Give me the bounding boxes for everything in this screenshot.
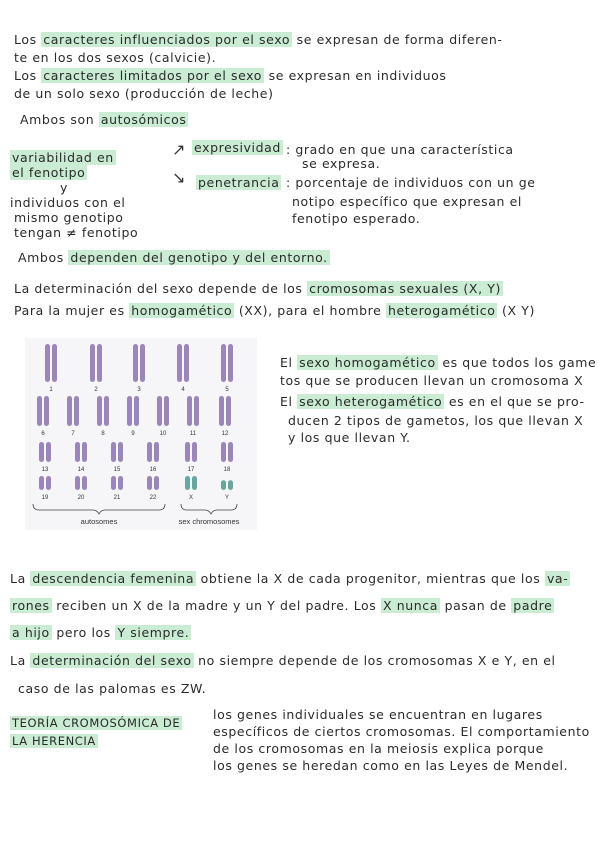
highlight: va-: [546, 571, 569, 586]
note-line: notipo específico que expresan el: [292, 194, 522, 209]
term-expresividad: expresividad: [194, 140, 281, 155]
note-line: Los caracteres limitados por el sexo se expresan en individuos: [14, 68, 447, 83]
chromosome-number: 7: [71, 431, 75, 437]
note-line: Los caracteres influenciados por el sexo se expresan de forma diferen-: [14, 32, 503, 47]
chromosome-number: 5: [225, 387, 229, 393]
chromosome: [185, 442, 190, 462]
chromosome: [90, 344, 95, 382]
chromosome-number: X: [188, 495, 194, 501]
note-line: El sexo homogamético es que todos los game: [280, 355, 597, 370]
highlight: rones: [12, 598, 50, 613]
chromosome: [177, 344, 182, 382]
highlight: a hijo: [12, 625, 50, 640]
chromosome: [147, 442, 152, 462]
chromosome: [67, 396, 72, 426]
chromosome: [75, 442, 80, 462]
chromosome-number: 12: [221, 431, 229, 437]
chromosome-number: 13: [41, 467, 49, 473]
chromosome-number: 2: [94, 387, 98, 393]
highlight: caracteres limitados por el sexo: [43, 68, 263, 83]
note-line: te en los dos sexos (calvicie).: [14, 50, 217, 65]
note-line: rones reciben un X de la madre y un Y del padre. Los X nunca pasan de padre: [12, 598, 553, 613]
chromosome: [228, 442, 233, 462]
chromosome: [154, 442, 159, 462]
chromosome: [221, 480, 226, 490]
chromosome-number: 22: [149, 495, 157, 501]
note-line: caso de las palomas es ZW.: [18, 681, 207, 696]
chromosome-number: 14: [77, 467, 85, 473]
karyotype-image: [25, 338, 257, 530]
note-line: tos que se producen llevan un cromosoma X: [280, 373, 584, 388]
note-line: fenotipo esperado.: [292, 211, 421, 226]
chromosome-number: 17: [187, 467, 195, 473]
chromosome: [134, 396, 139, 426]
arrow-down-icon: ↘: [172, 168, 186, 187]
highlight: padre: [513, 598, 553, 613]
chromosome-number: 6: [41, 431, 45, 437]
note-line: de los cromosomas en la meiosis explica porque: [213, 741, 544, 756]
highlight: X nunca: [382, 598, 439, 613]
arrow-up-icon: ↗: [172, 140, 186, 159]
chromosome: [39, 442, 44, 462]
note-line: La determinación del sexo no siempre depende de los cromosomas X e Y, en el: [10, 653, 556, 668]
chromosome: [228, 344, 233, 382]
note-line: se expresa.: [302, 156, 381, 171]
chromosome: [118, 442, 123, 462]
chromosome: [111, 442, 116, 462]
note-line: Ambos dependen del genotipo y del entorno.: [18, 250, 328, 265]
chromosome: [140, 344, 145, 382]
chromosome: [187, 396, 192, 426]
chromosome: [37, 396, 42, 426]
chromosome-number: 18: [223, 467, 231, 473]
chromosome: [104, 396, 109, 426]
highlight: cromosomas sexuales (X, Y): [309, 281, 501, 296]
note-line: los genes se heredan como en las Leyes de Mendel.: [213, 758, 569, 773]
highlight: sexo heterogamético: [299, 394, 443, 409]
highlight: caracteres influenciados por el sexo: [43, 32, 291, 47]
chromosome-number: 4: [181, 387, 185, 393]
chromosome: [82, 476, 87, 490]
chromosome-number: 10: [159, 431, 167, 437]
chromosome-number: 11: [189, 431, 197, 437]
note-line: La descendencia femenina obtiene la X de cada progenitor, mientras que los va-: [10, 571, 569, 586]
section-heading: TEORÍA CROMOSÓMICA DE: [12, 716, 181, 730]
chromosome-number: 21: [113, 495, 121, 501]
chromosome: [111, 476, 116, 490]
chromosome: [44, 396, 49, 426]
chromosome-number: 1: [49, 387, 53, 393]
chromosome: [127, 396, 132, 426]
chromosome: [221, 442, 226, 462]
note-line: a hijo pero los Y siempre.: [12, 625, 190, 640]
note-line: : porcentaje de individuos con un ge: [286, 175, 536, 190]
note-line: específicos de ciertos cromosomas. El comportamiento: [213, 724, 590, 739]
chromosome-number: 8: [101, 431, 105, 437]
chromosome-number: 16: [149, 467, 157, 473]
chromosome: [45, 344, 50, 382]
chromosome-number: Y: [224, 495, 230, 501]
chromosome: [154, 476, 159, 490]
chromosome-number: 19: [41, 495, 49, 501]
note-line: Para la mujer es homogamético (XX), para el hombre heterogamético (X Y): [14, 303, 535, 318]
chromosome: [147, 476, 152, 490]
note-line: El sexo heterogamético es en el que se pro-: [280, 394, 585, 409]
chromosome: [97, 396, 102, 426]
chromosome: [97, 344, 102, 382]
section-heading: LA HERENCIA: [12, 734, 96, 748]
chromosome: [184, 344, 189, 382]
highlight: dependen del genotipo y del entorno.: [70, 250, 328, 265]
chromosome-number: 9: [131, 431, 135, 437]
note-line: los genes individuales se encuentran en lugares: [213, 707, 543, 722]
term-variabilidad: variabilidad en: [12, 150, 114, 165]
term-variabilidad: el fenotipo: [12, 165, 86, 180]
chromosome: [118, 476, 123, 490]
sex-chromosomes-label: sex chromosomes: [178, 517, 240, 526]
highlight: sexo homogamético: [299, 355, 436, 370]
chromosome: [157, 396, 162, 426]
chromosome: [192, 476, 197, 490]
chromosome: [219, 396, 224, 426]
chromosome: [82, 442, 87, 462]
chromosome: [46, 442, 51, 462]
chromosome: [226, 396, 231, 426]
note-line: de un solo sexo (producción de leche): [14, 86, 274, 101]
chromosome: [228, 480, 233, 490]
chromosome-number: 20: [77, 495, 85, 501]
autosomes-label: autosomes: [80, 517, 118, 526]
highlight: determinación del sexo: [32, 653, 192, 668]
chromosome-number: 15: [113, 467, 121, 473]
chromosome: [192, 442, 197, 462]
chromosome: [221, 344, 226, 382]
highlight: autosómicos: [100, 112, 187, 127]
chromosome: [46, 476, 51, 490]
note-line: mismo genotipo: [14, 210, 124, 225]
note-line: y los que llevan Y.: [288, 430, 411, 445]
highlight: Y siempre.: [117, 625, 190, 640]
chromosome-number: 3: [137, 387, 141, 393]
note-line: y: [60, 180, 68, 195]
highlight: descendencia femenina: [32, 571, 195, 586]
note-line: Ambos son autosómicos: [20, 112, 187, 127]
note-line: individuos con el: [10, 195, 126, 210]
chromosome: [185, 476, 190, 490]
chromosome: [74, 396, 79, 426]
highlight: heterogamético: [387, 303, 496, 318]
chromosome: [52, 344, 57, 382]
note-line: tengan ≠ fenotipo: [14, 225, 139, 240]
chromosome: [164, 396, 169, 426]
note-line: La determinación del sexo depende de los cromosomas sexuales (X, Y): [14, 281, 501, 296]
chromosome: [194, 396, 199, 426]
chromosome: [75, 476, 80, 490]
note-line: ducen 2 tipos de gametos, los que llevan X: [288, 413, 584, 428]
chromosome: [39, 476, 44, 490]
chromosome: [133, 344, 138, 382]
note-line: : grado en que una característica: [286, 142, 514, 157]
highlight: homogamético: [131, 303, 233, 318]
term-penetrancia: penetrancia: [198, 175, 280, 190]
